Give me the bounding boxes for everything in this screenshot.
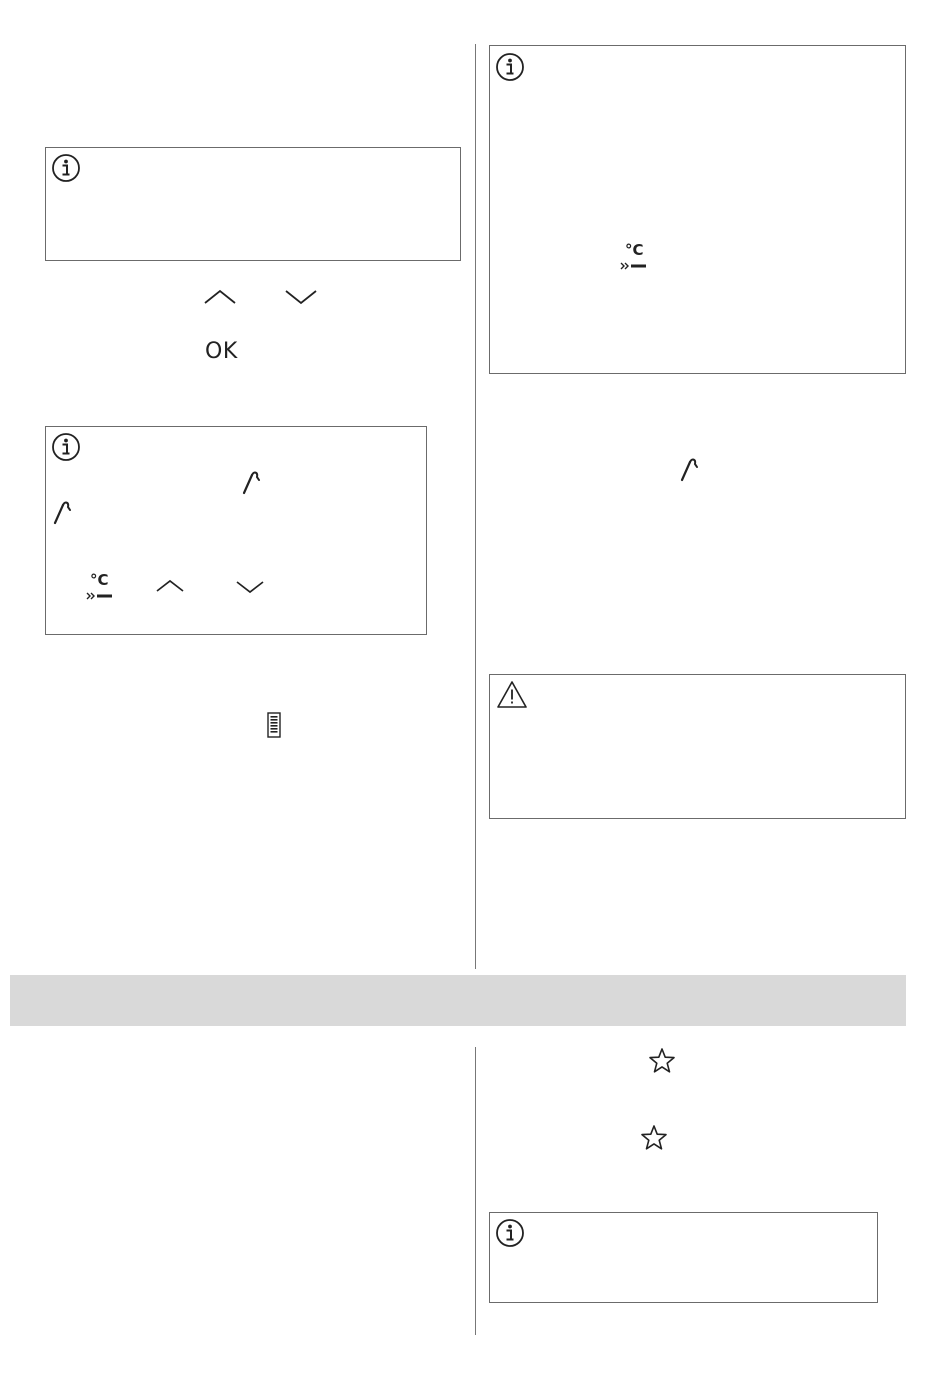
chevron-down-icon xyxy=(284,288,318,306)
info-box-note-1 xyxy=(45,147,461,261)
food-sensor-icon xyxy=(52,499,72,525)
warning-triangle-icon xyxy=(496,680,528,709)
info-box-note-2 xyxy=(45,426,427,635)
chevron-down-icon xyxy=(235,579,265,595)
info-icon xyxy=(495,1218,525,1248)
star-icon xyxy=(648,1047,676,1074)
section-heading-band xyxy=(10,975,906,1026)
celsius-label: °C xyxy=(90,571,109,589)
info-icon xyxy=(495,52,525,82)
fast-forward-icon xyxy=(620,262,648,270)
fast-forward-icon xyxy=(86,592,114,600)
celsius-3sec-icon xyxy=(86,573,116,603)
column-divider-bottom xyxy=(475,1047,476,1335)
info-box-note-3 xyxy=(489,45,906,374)
chevron-up-icon xyxy=(203,288,237,306)
info-icon xyxy=(51,432,81,462)
star-icon xyxy=(640,1124,668,1151)
food-sensor-icon xyxy=(241,469,261,495)
food-sensor-icon xyxy=(679,456,699,482)
heat-level-bar-icon xyxy=(267,712,281,738)
warning-box xyxy=(489,674,906,819)
info-icon xyxy=(51,153,81,183)
celsius-label: °C xyxy=(625,241,644,259)
column-divider-top xyxy=(475,44,476,969)
chevron-up-icon xyxy=(155,578,185,594)
ok-button-label: OK xyxy=(205,339,238,364)
info-box-note-4 xyxy=(489,1212,878,1303)
celsius-3sec-icon xyxy=(620,243,650,273)
